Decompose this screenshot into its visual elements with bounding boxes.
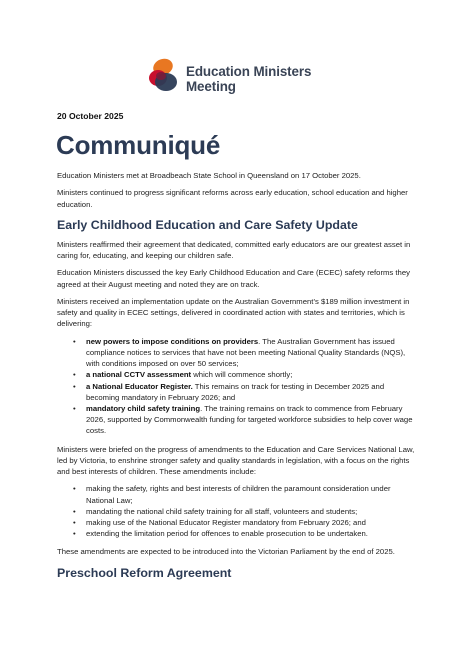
logo-text	[186, 64, 311, 94]
list-item-bold: a National Educator Register.	[86, 381, 193, 391]
logo-line2: Meeting	[186, 79, 236, 94]
list-item: • making the safety, rights and best interests of children the paramount consideration under National Law;	[86, 483, 417, 505]
document-date: 20 October 2025	[57, 111, 124, 121]
list-item-bold: new powers to impose conditions on providers	[86, 336, 259, 346]
document-title: Communiqué	[56, 130, 221, 160]
delivery-list	[57, 336, 417, 437]
list-item-text: . The Australian Government has issued compliance notices to services that have not been meeting National Quality Standards (NQS), with conditions imposed on over 50 services;	[86, 336, 406, 369]
intro-paragraph-2: Ministers continued to progress significant reforms across early education, school education and higher education.	[57, 188, 408, 209]
education-ministers-meeting-logo	[146, 56, 346, 100]
list-item: • extending the limitation period for offences to enable prosecution to be undertaken.	[86, 528, 417, 539]
list-item-text: This remains on track for testing in December 2025 and becoming mandatory in February 2026; and	[86, 381, 385, 402]
section1-closing: These amendments are expected to be introduced into the Victorian Parliament by the end of 2025.	[57, 547, 395, 557]
list-item-text: which will commence shortly;	[191, 370, 293, 380]
list-item: • mandating the national child safety training for all staff, volunteers and students;	[86, 506, 417, 517]
list-item: • making use of the National Educator Register mandatory from February 2026; and	[86, 517, 417, 528]
section1-paragraph-1: Ministers reaffirmed their agreement that dedicated, committed early educators are our greatest asset in caring for, educating, and keeping our children safe.	[57, 239, 411, 260]
section-heading-ecec-safety: Early Childhood Education and Care Safety Update	[57, 217, 358, 232]
list-item	[86, 336, 417, 370]
list-item	[86, 369, 417, 380]
section-heading-preschool-reform: Preschool Reform Agreement	[57, 565, 232, 580]
list-item-bold: a national CCTV assessment	[86, 370, 192, 380]
section1-paragraph-3: Ministers received an implementation update on the Australian Government’s $189 million investment in safety and quality in ECEC settings, delivered in coordinated action with states and territories, which is delivering:	[57, 296, 410, 329]
list-item	[86, 403, 417, 437]
document-body	[57, 170, 417, 587]
intro-paragraph-1: Education Ministers met at Broadbeach State School in Queensland on 17 October 2025.	[57, 171, 361, 180]
logo-line1: Education Ministers	[186, 64, 312, 79]
section1-paragraph-2: Education Ministers discussed the key Early Childhood Education and Care (ECEC) safety reforms they agreed at their August meeting and noted they are on track.	[57, 268, 410, 289]
list-item-bold: mandatory child safety training	[86, 404, 201, 413]
section1-paragraph-4: Ministers were briefed on the progress of amendments to the Education and Care Services National Law, led by Victoria, to enshrine stronger safety and quality standards in legislation, with a focus on the rights and best interests of children. These amendments include:	[57, 444, 415, 477]
amendments-list	[57, 483, 417, 539]
logo-mark-icon	[146, 56, 186, 100]
list-item	[86, 381, 417, 403]
list-item-text: . The training remains on track to commence from February 2026, supported by Commonwealth funding for targeted workforce subsidies to help cover wage costs.	[86, 404, 413, 436]
